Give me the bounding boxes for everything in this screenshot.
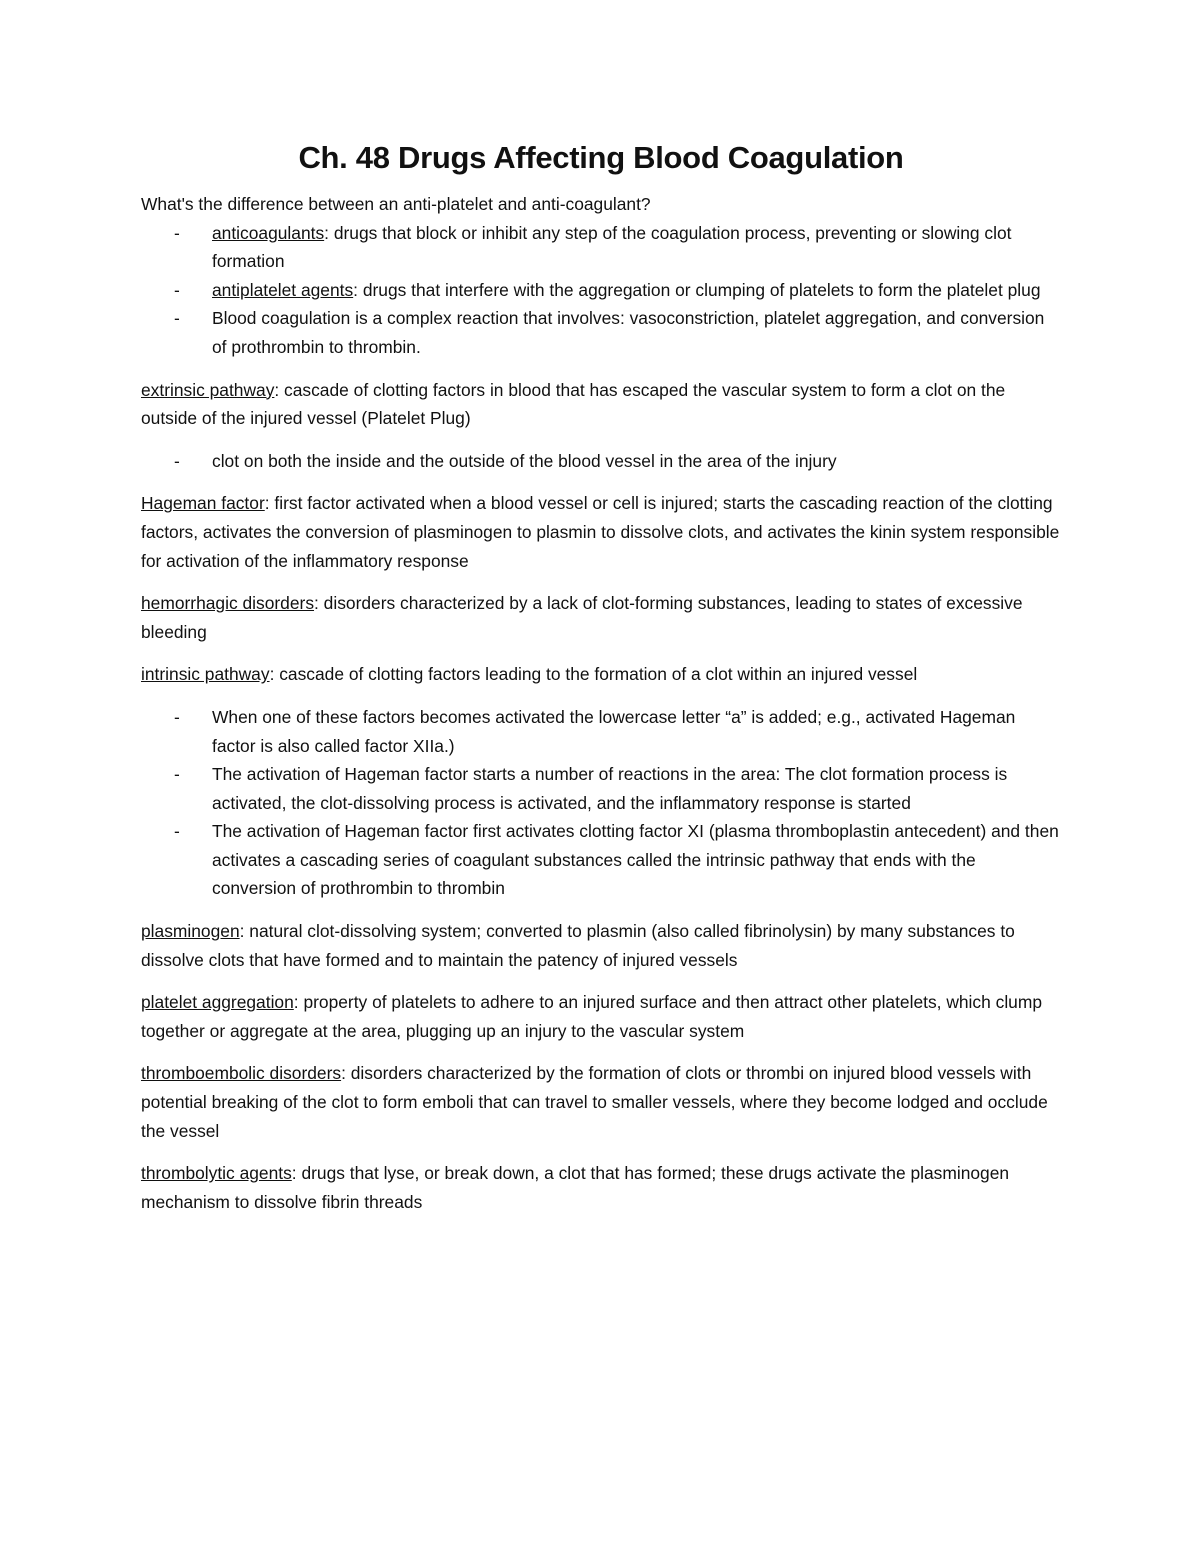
list-item: [141, 219, 1061, 276]
definition-term: thrombolytic agents: [141, 1163, 292, 1184]
bullet-dash: -: [174, 450, 180, 471]
definition-thrombolytic-agents: [141, 1159, 1061, 1216]
definition-term: thromboembolic disorders: [141, 1063, 342, 1084]
definition-term: extrinsic pathway: [141, 379, 275, 400]
definition-term: anticoagulants: [212, 222, 325, 243]
definition-term: intrinsic pathway: [141, 664, 270, 685]
definition-text: : disorders characterized by the formation of clots or thrombi on injured blood vessels with potential breaking of the clot to form emboli that can travel to smaller vessels, where they become lodged and occlude the vessel: [141, 1063, 1048, 1141]
definition-intrinsic-pathway: [141, 660, 1061, 689]
definition-text: : cascade of clotting factors leading to the formation of a clot within an injured vessel: [269, 664, 918, 685]
list-item-text: The activation of Hageman factor starts a number of reactions in the area: The clot formation process is activated, the clot-dissolving process is activated, and the inflammatory response is started: [212, 764, 1008, 813]
definition-extrinsic-pathway: [141, 376, 1061, 433]
definition-text: : natural clot-dissolving system; converted to plasmin (also called fibrinolysin) by many substances to dissolve clots that have formed and to maintain the patency of injured vessels: [141, 921, 1015, 970]
question-line: What's the difference between an anti-platelet and anti-coagulant?: [141, 194, 651, 214]
definition-text: : first factor activated when a blood vessel or cell is injured; starts the cascading reaction of the clotting factors, activates the conversion of plasminogen to plasmin to dissolve clots, and activates the kinin system responsible for activation of the inflammatory response: [141, 493, 1060, 571]
extrinsic-bullet-list: [141, 447, 1061, 476]
list-item: [141, 304, 1061, 361]
bullet-dash: -: [174, 308, 180, 329]
list-item: [141, 276, 1061, 305]
document-page: [141, 140, 1061, 1230]
intrinsic-bullet-list: [141, 703, 1061, 903]
definition-hageman-factor: [141, 489, 1061, 575]
definition-term: Hageman factor: [141, 493, 265, 514]
list-item: [141, 817, 1061, 903]
bullet-dash: -: [174, 222, 180, 243]
definition-text: : drugs that lyse, or break down, a clot that has formed; these drugs activate the plasminogen mechanism to dissolve fibrin threads: [141, 1163, 1010, 1212]
bullet-dash: -: [174, 279, 180, 300]
list-item-text: Blood coagulation is a complex reaction that involves: vasoconstriction, platelet aggregation, and conversion of prothrombin to thrombin.: [212, 308, 1045, 357]
definition-term: platelet aggregation: [141, 992, 294, 1013]
definition-plasminogen: [141, 917, 1061, 974]
definition-term: antiplatelet agents: [212, 279, 354, 300]
bullet-dash: -: [174, 764, 180, 785]
bullet-dash: -: [174, 821, 180, 842]
list-item: [141, 703, 1061, 760]
definition-hemorrhagic-disorders: [141, 589, 1061, 646]
bullet-dash: -: [174, 706, 180, 727]
definition-text: : drugs that block or inhibit any step of the coagulation process, preventing or slowing clot formation: [212, 222, 1012, 272]
definition-text: : cascade of clotting factors in blood that has escaped the vascular system to form a clot on the outside of the injured vessel (Platelet Plug): [141, 379, 1006, 429]
definition-text: : disorders characterized by a lack of clot-forming substances, leading to states of excessive bleeding: [141, 593, 1023, 642]
page-title: Ch. 48 Drugs Affecting Blood Coagulation: [298, 140, 904, 175]
definition-term: hemorrhagic disorders: [141, 593, 315, 614]
definition-term: plasminogen: [141, 921, 240, 942]
list-item-text: When one of these factors becomes activated the lowercase letter “a” is added; e.g., activated Hageman factor is also called factor XIIa.): [212, 706, 1016, 756]
list-item-text: The activation of Hageman factor first activates clotting factor XI (plasma thromboplastin antecedent) and then activates a cascading series of coagulant substances called the intrinsic pathway that ends with the conversion of prothrombin to thrombin: [212, 821, 1059, 899]
list-item: [141, 760, 1061, 817]
definition-platelet-aggregation: [141, 988, 1061, 1045]
intro-bullet-list: [141, 219, 1061, 362]
definition-thromboembolic-disorders: [141, 1059, 1061, 1145]
list-item-text: clot on both the inside and the outside of the blood vessel in the area of the injury: [212, 450, 837, 471]
list-item: [141, 447, 1061, 476]
definition-text: : property of platelets to adhere to an injured surface and then attract other platelets, which clump together or aggregate at the area, plugging up an injury to the vascular system: [141, 992, 1043, 1041]
definition-text: : drugs that interfere with the aggregation or clumping of platelets to form the platelet plug: [353, 279, 1041, 300]
